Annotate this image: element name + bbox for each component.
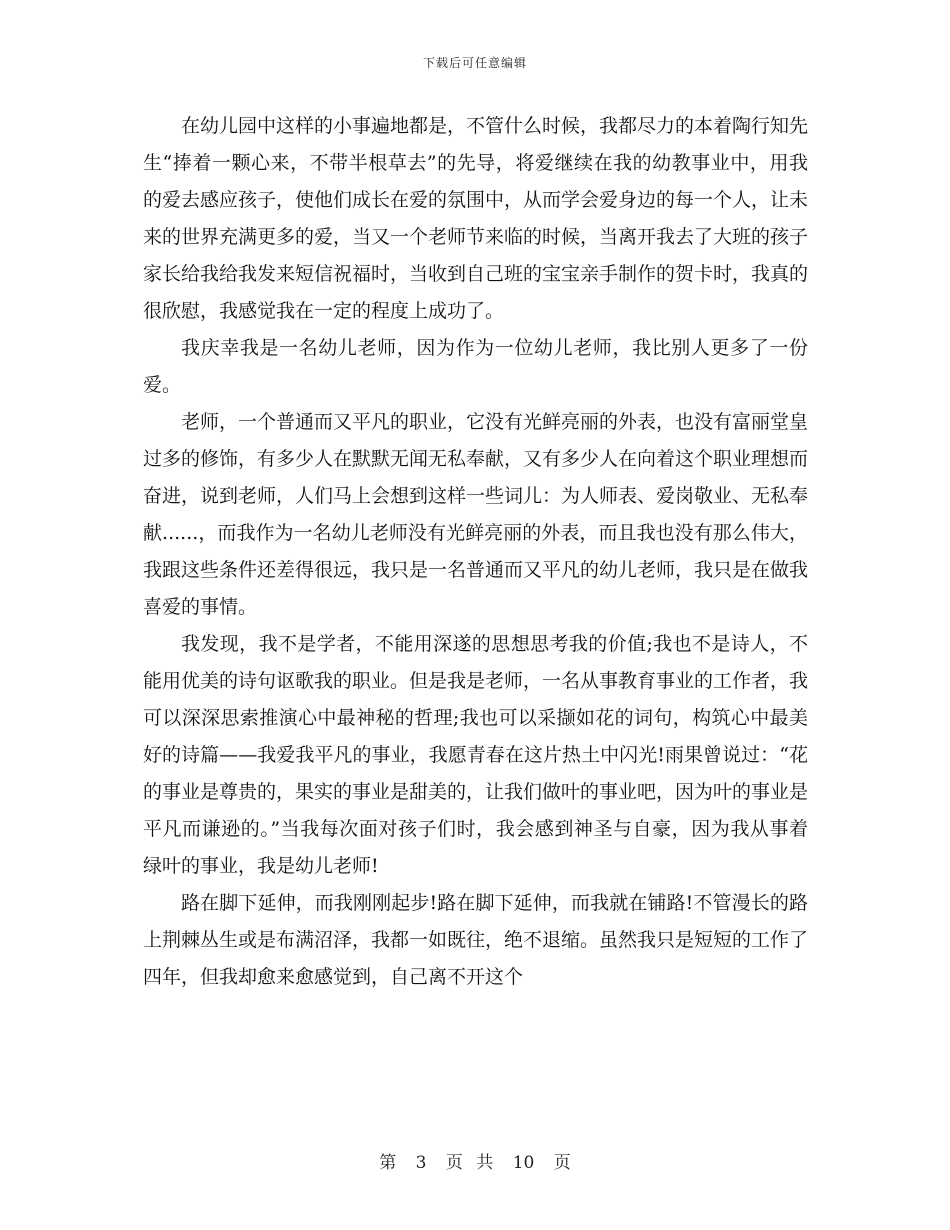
paragraph-4: 我发现，我不是学者，不能用深遂的思想思考我的价值;我也不是诗人，不能用优美的诗句讴歌我的职业。但是我是老师，一名从事教育事业的工作者，我可以深深思索推演心中最神秘的哲理;我也可以采撷如花的词句，构筑心中最美好的诗篇——我爱我平凡的事业，我愿青春在这片热土中闪光!雨果曾说过：“花的事业是尊贵的，果实的事业是甜美的，让我们做叶的事业吧，因为叶的事业是平凡而谦逊的。”当我每次面对孩子们时，我会感到神圣与自豪，因为我从事着绿叶的事业，我是幼儿老师!	[143, 633, 809, 877]
total-pages-number: 10	[512, 1153, 535, 1173]
page-footer	[0, 1148, 950, 1173]
footer-suffix: 页	[553, 1153, 571, 1173]
page-header	[0, 54, 950, 71]
paragraph-2: 我庆幸我是一名幼儿老师，因为作为一位幼儿老师，我比别人更多了一份爱。	[143, 337, 808, 396]
footer-mid: 页 共	[445, 1153, 494, 1173]
paragraph-3: 老师，一个普通而又平凡的职业，它没有光鲜亮丽的外表，也没有富丽堂皇过多的修饰，有多少人在默默无闻无私奉献，又有多少人在向着这个职业理想而奋进，说到老师，人们马上会想到这样一些词儿：为人师表、爱岗敬业、无私奉献......，而我作为一名幼儿老师没有光鲜亮丽的外表，而且我也没有那么伟大，我跟这些条件还差得很远，我只是一名普通而又平凡的幼儿老师，我只是在做我喜爱的事情。	[143, 411, 809, 618]
paragraph-1: 在幼儿园中这样的小事遍地都是，不管什么时候，我都尽力的本着陶行知先生“捧着一颗心来，不带半根草去”的先导，将爱继续在我的幼教事业中，用我的爱去感应孩子，使他们成长在爱的氛围中，从而学会爱身边的每一个人，让未来的世界充满更多的爱，当又一个老师节来临的时候，当离开我去了大班的孩子家长给我给我发来短信祝福时，当收到自己班的宝宝亲手制作的贺卡时，我真的很欣慰，我感觉我在一定的程度上成功了。	[143, 115, 809, 322]
paragraph-5: 路在脚下延伸，而我刚刚起步!路在脚下延伸，而我就在铺路!不管漫长的路上荆棘丛生或是布满沼泽，我都一如既往，绝不退缩。虽然我只是短短的工作了四年，但我却愈来愈感觉到，自己离不开这个	[143, 892, 809, 988]
footer-prefix: 第	[379, 1153, 397, 1173]
current-page-number: 3	[415, 1153, 427, 1173]
header-text: 下载后可任意编辑	[422, 56, 527, 70]
document-body	[143, 108, 808, 996]
